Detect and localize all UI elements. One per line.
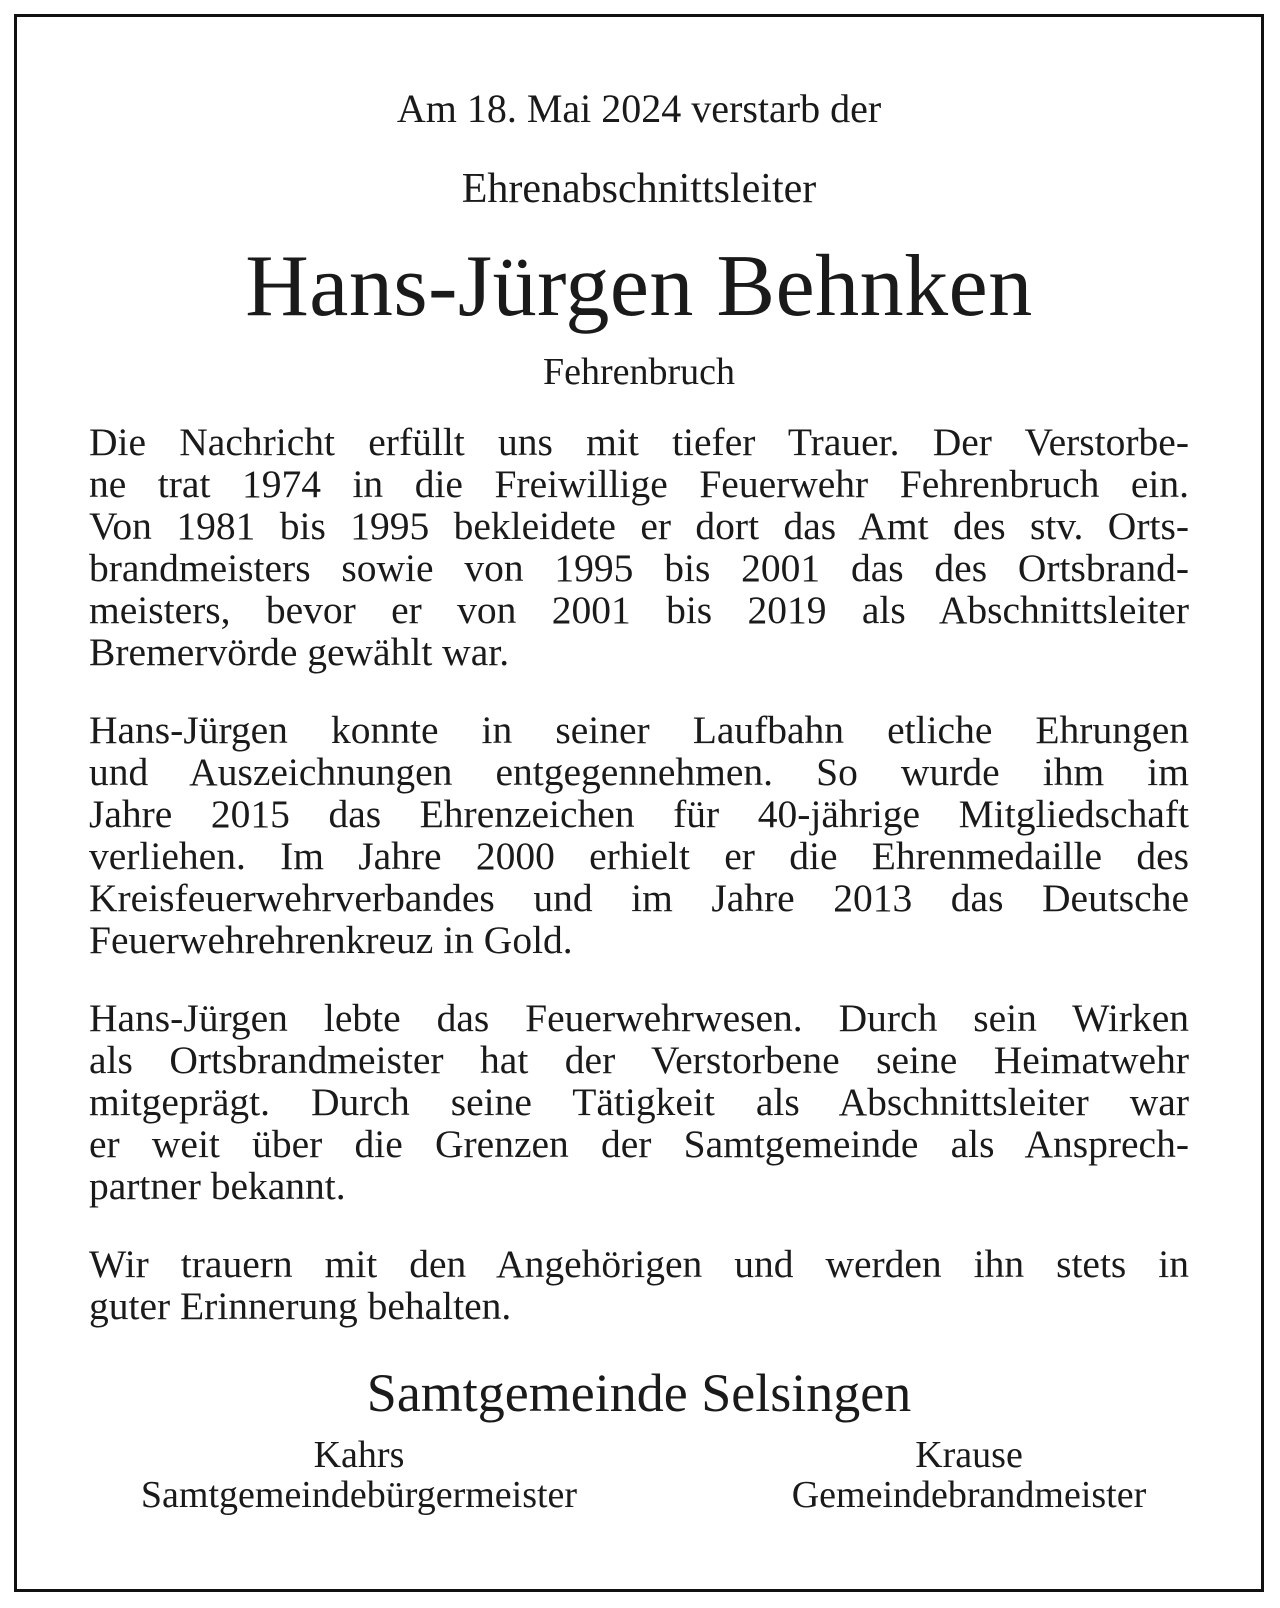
text-line: brandmeisters sowie von 1995 bis 2001 das des Ortsbrand- [89,546,1189,590]
text-line: Von 1981 bis 1995 bekleidete er dort das Amt des stv. Orts- [89,504,1189,548]
text-line: Kreisfeuerwehrverbandes und im Jahre 2013 das Deutsche [89,876,1189,920]
signatory-left [79,1435,639,1515]
obituary-notice-frame [14,14,1264,1592]
paragraph-condolence [89,1243,1189,1327]
signatory-name: Krause [915,1434,1023,1476]
text-line: Jahre 2015 das Ehrenzeichen für 40-jährige Mitgliedschaft [89,792,1189,836]
text-line: er weit über die Grenzen der Samtgemeinde als Ansprech- [89,1122,1189,1166]
deceased-hometown: Fehrenbruch [542,351,736,393]
paragraph-honors [89,709,1189,961]
text-line: Die Nachricht erfüllt uns mit tiefer Trauer. Der Verstorbe- [89,420,1189,464]
organization-name: Samtgemeinde Selsingen [366,1363,912,1423]
text-line: Wir trauern mit den Angehörigen und werden ihn stets in [89,1242,1189,1286]
text-line: verliehen. Im Jahre 2000 erhielt er die Ehrenmedaille des [89,834,1189,878]
text-line: Hans-Jürgen lebte das Feuerwehrwesen. Durch sein Wirken [89,996,1189,1040]
text-line: guter Erinnerung behalten. [89,1284,512,1328]
text-line: meisters, bevor er von 2001 bis 2019 als Abschnittsleiter [89,588,1189,632]
text-line: partner bekannt. [89,1164,346,1208]
honorary-rank: Ehrenabschnittsleiter [461,166,817,212]
paragraph-dedication [89,997,1189,1207]
signatory-name: Kahrs [313,1434,405,1476]
text-line: mitgeprägt. Durch seine Tätigkeit als Abschnittsleiter war [89,1080,1189,1124]
death-announcement-line: Am 18. Mai 2024 verstarb der [396,86,882,131]
text-line: als Ortsbrandmeister hat der Verstorbene seine Heimatwehr [89,1038,1189,1082]
text-line: Feuerwehrehrenkreuz in Gold. [89,918,573,962]
signatory-right [739,1435,1199,1515]
signatory-title: Gemeindebrandmeister [791,1474,1147,1516]
text-line: ne trat 1974 in die Freiwillige Feuerwehr Fehrenbruch ein. [89,462,1189,506]
deceased-name: Hans-Jürgen Behnken [245,238,1033,335]
text-line: Bremervörde gewählt war. [89,630,510,674]
text-line: und Auszeichnungen entgegennehmen. So wurde ihm im [89,750,1189,794]
paragraph-career [89,421,1189,673]
signatory-title: Samtgemeindebürgermeister [140,1474,578,1516]
text-line: Hans-Jürgen konnte in seiner Laufbahn etliche Ehrungen [89,708,1189,752]
obituary-content [89,17,1189,1589]
